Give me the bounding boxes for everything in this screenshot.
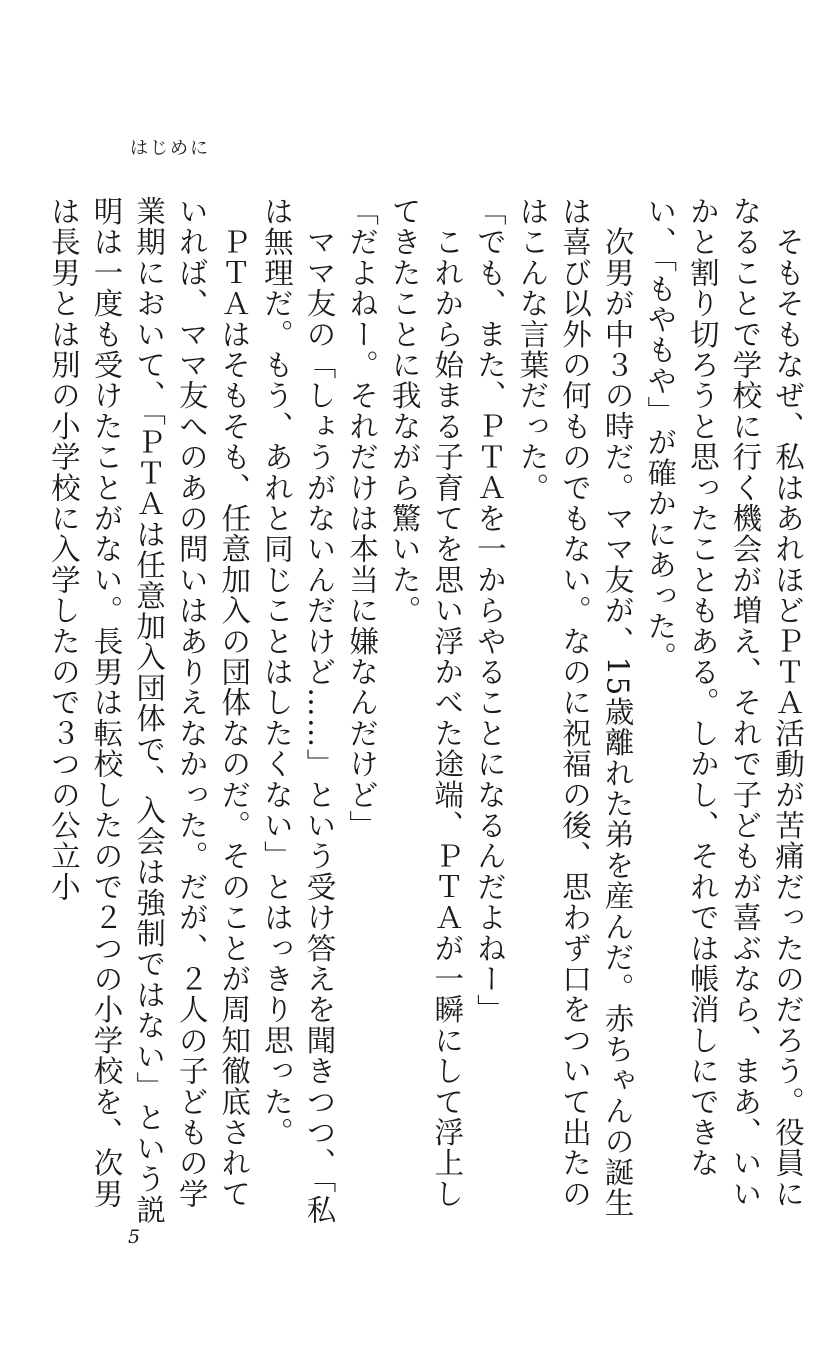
paragraph-3: 「でも、また、ＰＴＡを一からやることになるんだよねー」 [472,196,507,1025]
body-text [46,196,809,1230]
paragraph-2: 次男が中３の時だ。ママ友が、15歳離れた弟を産んだ。赤ちゃんの誕生は喜び以外の何ものでもない。なのに祝福の後、思わず口をついて出たのはこんな言葉だった。 [515,196,635,1219]
page-number: 5 [128,1226,141,1248]
paragraph-4: これから始まる子育てを思い浮かべた途端、ＰＴＡが一瞬にして浮上してきたことに我ながら驚いた。 [387,196,465,1210]
running-head: はじめに [130,138,210,159]
paragraph-1: そもそもなぜ、私はあれほどＰＴＡ活動が苦痛だったのだろう。役員になることで学校に行く機会が増え、それで子どもが喜ぶなら、まあ、いいかと割り切ろうと思ったこともある。しかし、それでは帳消しにできない、「もやもや」が確かにあった。 [643,196,805,1210]
paragraph-7: ＰＴＡはそもそも、任意加入の団体なのだ。そのことが周知徹底されていれば、ママ友へのあの問いはありえなかった。だが、２人の子どもの学業期において、「ＰＴＡは任意加入団体で、入会は強制ではない」という説明は一度も受けたことがない。長男は転校したので２つの小学校を、次男は長男とは別の小学校に入学したので３つの公立小 [46,196,252,1226]
paragraph-6: ママ友の「しょうがないんだけど……」という受け答えを聞きつつ、「私は無理だ。もう、あれと同じことはしたくない」とはっきり思った。 [259,196,337,1226]
paragraph-5: 「だよねー。それだけは本当に嫌なんだけど」 [345,196,380,841]
